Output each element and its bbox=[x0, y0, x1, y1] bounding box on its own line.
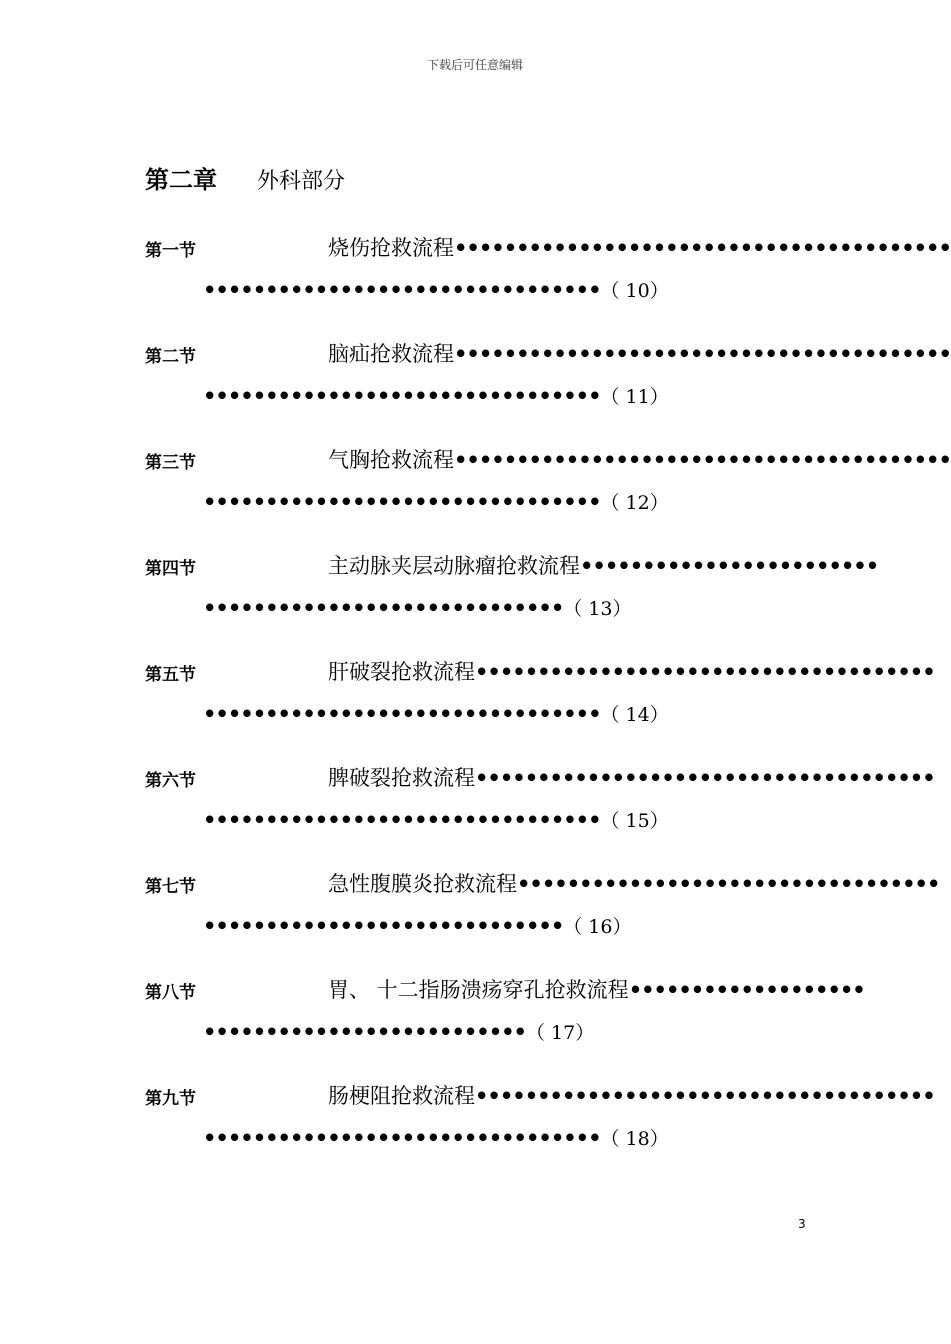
dot-leader: •••••••••••••••••••••••• bbox=[580, 554, 879, 578]
dot-leader: ••••••••••••••••••••••••••••••••••••• bbox=[475, 660, 935, 684]
dot-leader: •••••••••••••••••••••••••••••••• bbox=[203, 278, 601, 302]
entry-title: 烧伤抢救流程 bbox=[328, 236, 454, 260]
dot-leader: ••••••••••••••••••• bbox=[628, 978, 865, 1002]
toc-entry[interactable] bbox=[145, 232, 951, 332]
dot-leader: •••••••••••••••••••••••••• bbox=[203, 1020, 526, 1044]
toc-line-1 bbox=[328, 656, 935, 686]
page-reference: （ 17） bbox=[525, 1022, 595, 1044]
dot-leader: •••••••••••••••••••••••••••••••• bbox=[203, 808, 601, 832]
entry-title: 气胸抢救流程 bbox=[328, 448, 454, 472]
dot-leader: ••••••••••••••••••••••••••••••••••••• bbox=[475, 1084, 935, 1108]
entry-title: 急性腹膜炎抢救流程 bbox=[328, 872, 517, 896]
entry-title: 肝破裂抢救流程 bbox=[328, 660, 475, 684]
section-label: 第三节 bbox=[145, 453, 196, 473]
toc-line-2 bbox=[203, 488, 669, 515]
toc-line-2 bbox=[203, 276, 669, 303]
section-label: 第六节 bbox=[145, 771, 196, 791]
toc-line-2 bbox=[203, 1018, 594, 1045]
dot-leader: •••••••••••••••••••••••••••••••••• bbox=[517, 872, 940, 896]
toc-line-1 bbox=[328, 1080, 935, 1110]
page-reference: （ 11） bbox=[600, 386, 669, 408]
section-label: 第二节 bbox=[145, 347, 196, 367]
toc-line-1 bbox=[328, 762, 935, 792]
toc-entry[interactable] bbox=[145, 656, 935, 756]
toc-line-1 bbox=[328, 550, 879, 580]
toc-line-1 bbox=[328, 444, 951, 474]
page-reference: （ 16） bbox=[563, 916, 632, 938]
page-reference: （ 12） bbox=[600, 492, 669, 514]
page-reference: （ 10） bbox=[600, 280, 669, 302]
toc-line-1 bbox=[328, 974, 865, 1004]
section-label: 第四节 bbox=[145, 559, 196, 579]
page-reference: （ 15） bbox=[600, 810, 669, 832]
toc-line-1 bbox=[328, 232, 951, 262]
toc-line-2 bbox=[203, 806, 669, 833]
section-label: 第九节 bbox=[145, 1089, 196, 1109]
section-label: 第五节 bbox=[145, 665, 196, 685]
toc-line-2 bbox=[203, 594, 631, 621]
page-number: 3 bbox=[798, 1217, 806, 1231]
toc-entry[interactable] bbox=[145, 444, 951, 544]
page-reference: （ 18） bbox=[600, 1128, 669, 1150]
dot-leader: •••••••••••••••••••••••••••••••••••••••• bbox=[454, 448, 951, 472]
section-label: 第八节 bbox=[145, 983, 196, 1003]
header-note: 下载后可任意编辑 bbox=[426, 58, 523, 72]
toc-entry[interactable] bbox=[145, 762, 935, 862]
dot-leader: •••••••••••••••••••••••••••••••• bbox=[203, 384, 601, 408]
entry-title: 肠梗阻抢救流程 bbox=[328, 1084, 475, 1108]
section-label: 第七节 bbox=[145, 877, 196, 897]
toc-entry[interactable] bbox=[145, 338, 951, 438]
dot-leader: •••••••••••••••••••••••••••••••••••••••• bbox=[454, 342, 951, 366]
dot-leader: •••••••••••••••••••••••••••••••• bbox=[203, 702, 601, 726]
toc-line-1 bbox=[328, 338, 951, 368]
chapter-heading bbox=[145, 160, 345, 195]
dot-leader: •••••••••••••••••••••••••••••••• bbox=[203, 490, 601, 514]
toc-line-2 bbox=[203, 382, 669, 409]
toc-entry[interactable] bbox=[145, 868, 940, 968]
toc-line-2 bbox=[203, 700, 669, 727]
dot-leader: •••••••••••••••••••••••••••••••••••••••• bbox=[454, 236, 951, 260]
dot-leader: ••••••••••••••••••••••••••••••••••••• bbox=[475, 766, 935, 790]
entry-title: 主动脉夹层动脉瘤抢救流程 bbox=[328, 554, 580, 578]
entry-title: 胃、 十二指肠溃疡穿孔抢救流程 bbox=[328, 978, 629, 1002]
toc-entry[interactable] bbox=[145, 974, 865, 1074]
dot-leader: ••••••••••••••••••••••••••••• bbox=[203, 596, 564, 620]
toc-line-1 bbox=[328, 868, 940, 898]
chapter-title: 外科部分 bbox=[257, 169, 346, 194]
toc-line-2 bbox=[203, 1124, 669, 1151]
page-reference: （ 14） bbox=[600, 704, 669, 726]
section-label: 第一节 bbox=[145, 241, 196, 261]
toc-line-2 bbox=[203, 912, 631, 939]
dot-leader: ••••••••••••••••••••••••••••• bbox=[203, 914, 564, 938]
entry-title: 脑疝抢救流程 bbox=[328, 342, 454, 366]
toc-entry[interactable] bbox=[145, 1080, 935, 1180]
toc-entry[interactable] bbox=[145, 550, 879, 650]
dot-leader: •••••••••••••••••••••••••••••••• bbox=[203, 1126, 601, 1150]
page-reference: （ 13） bbox=[563, 598, 632, 620]
entry-title: 脾破裂抢救流程 bbox=[328, 766, 475, 790]
chapter-number: 第二章 bbox=[145, 166, 217, 194]
